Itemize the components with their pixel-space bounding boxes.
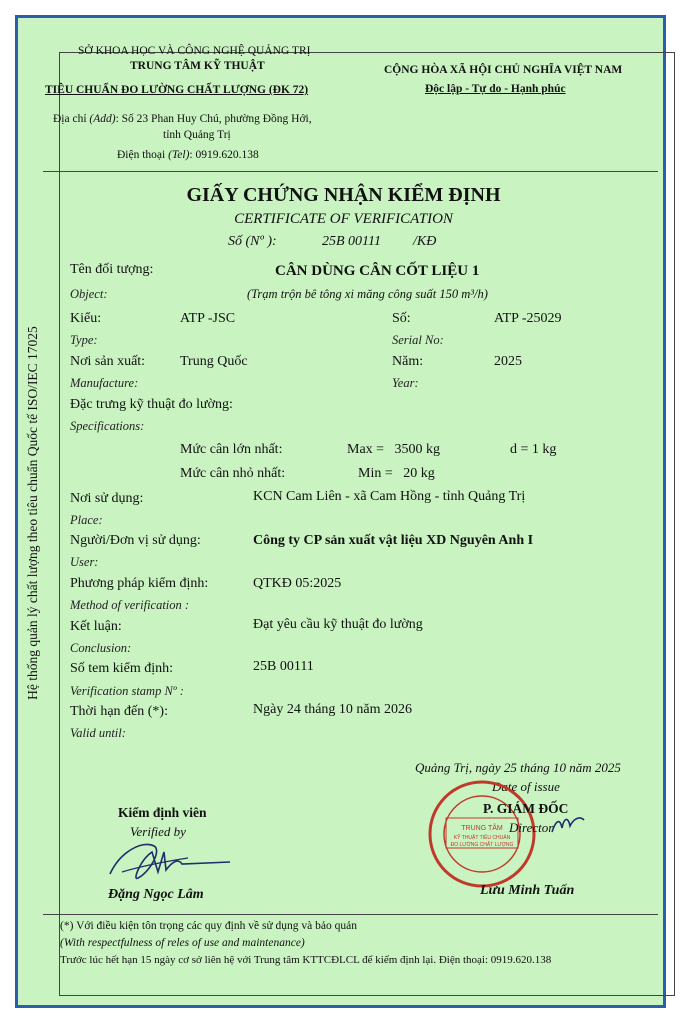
verifier-signature xyxy=(92,822,242,892)
svg-text:TRUNG TÂM: TRUNG TÂM xyxy=(461,825,503,832)
director-name: Lưu Minh Tuấn xyxy=(480,883,575,898)
place-value: KCN Cam Liên - xã Cam Hồng - tỉnh Quảng Trị xyxy=(253,489,526,504)
footer-line1: (*) Với điều kiện tôn trọng các quy định về sử dụng và bảo quản xyxy=(60,920,357,932)
header-center: TRUNG TÂM KỸ THUẬT xyxy=(130,60,265,72)
specs-label-en: Specifications: xyxy=(70,419,145,433)
object-label-en: Object: xyxy=(70,287,108,301)
valid-label-en: Valid until: xyxy=(70,726,126,740)
year-label-en: Year: xyxy=(392,376,419,390)
issue-date-en: Date of issue xyxy=(492,779,560,794)
valid-label: Thời hạn đến (*): xyxy=(70,704,168,719)
serial-label: Số: xyxy=(392,311,411,326)
footer-line3: Trước lúc hết hạn 15 ngày cơ sở liên hệ với Trung tâm KTTCĐLCL để kiểm định lại. Điện thoại: 0919.620.138 xyxy=(60,954,552,966)
certificate-number-suffix: /KĐ xyxy=(413,234,437,249)
specs-label: Đặc trưng kỹ thuật đo lường: xyxy=(70,397,233,412)
user-value: Công ty CP sản xuất vật liệu XD Nguyên Anh I xyxy=(253,533,534,548)
object-value: CÂN DÙNG CÂN CỐT LIỆU 1 xyxy=(275,263,480,279)
director-title-en: Director xyxy=(509,820,554,835)
max-label: Mức cân lớn nhất: xyxy=(180,442,283,457)
method-value: QTKĐ 05:2025 xyxy=(253,576,342,591)
certificate-number: 25B 00111 xyxy=(322,234,381,249)
year-value: 2025 xyxy=(494,354,522,369)
place-label: Nơi sử dụng: xyxy=(70,491,144,506)
side-iso-text: Hệ thống quản lý chất lượng theo tiêu chuẩn Quốc tế ISO/IEC 17025 xyxy=(25,326,40,700)
header-address: Địa chỉ (Add): Số 23 Phan Huy Chú, phường Đồng Hới, xyxy=(53,113,312,125)
type-label-en: Type: xyxy=(70,333,98,347)
user-label-en: User: xyxy=(70,555,99,569)
certificate-title-en: CERTIFICATE OF VERIFICATION xyxy=(234,211,453,227)
object-note: (Trạm trộn bê tông xi măng công suất 150 m³/h) xyxy=(247,287,488,301)
division-value: d = 1 kg xyxy=(510,442,557,457)
min-label: Mức cân nhỏ nhất: xyxy=(180,466,286,481)
conclusion-label-en: Conclusion: xyxy=(70,641,132,655)
min-value: Min = 20 kg xyxy=(358,466,435,481)
type-value: ATP -JSC xyxy=(180,311,236,326)
certificate-title: GIẤY CHỨNG NHẬN KIỂM ĐỊNH xyxy=(186,184,501,206)
serial-value: ATP -25029 xyxy=(494,311,562,326)
manufacture-label: Nơi sản xuất: xyxy=(70,354,146,369)
svg-text:ĐO LƯỜNG CHẤT LƯỢNG: ĐO LƯỜNG CHẤT LƯỢNG xyxy=(450,842,514,848)
director-title: P. GIÁM ĐỐC xyxy=(483,801,569,816)
manufacture-value: Trung Quốc xyxy=(180,354,248,369)
conclusion-label: Kết luận: xyxy=(70,619,122,634)
header-center2: TIÊU CHUẨN ĐO LƯỜNG CHẤT LƯỢNG (ĐK 72) xyxy=(45,84,309,96)
stamp-number-label-en: Verification stamp Nº : xyxy=(70,684,184,698)
verifier-title-en: Verified by xyxy=(130,824,186,839)
header-address2: tỉnh Quảng Trị xyxy=(163,129,231,141)
header-dept: SỞ KHOA HỌC VÀ CÔNG NGHỆ QUẢNG TRỊ xyxy=(78,45,311,57)
stamp-number-label: Số tem kiểm định: xyxy=(70,661,174,676)
method-label: Phương pháp kiểm định: xyxy=(70,576,209,591)
max-value: Max = 3500 kg xyxy=(347,442,441,457)
certificate-number-label: Số (Nº ): xyxy=(228,234,277,249)
header-republic: CỘNG HÒA XÃ HỘI CHỦ NGHĨA VIỆT NAM xyxy=(384,64,623,76)
object-label: Tên đối tượng: xyxy=(70,262,154,277)
year-label: Năm: xyxy=(392,354,424,369)
header-phone: Điện thoại (Tel): 0919.620.138 xyxy=(117,149,259,161)
verifier-name: Đặng Ngọc Lâm xyxy=(108,887,204,902)
header-divider xyxy=(43,171,658,172)
footer-line2: (With respectfulness of reles of use and maintenance) xyxy=(60,937,305,949)
header-motto: Độc lập - Tự do - Hạnh phúc xyxy=(425,83,566,95)
issue-date: Quảng Trị, ngày 25 tháng 10 năm 2025 xyxy=(415,760,621,775)
manufacture-label-en: Manufacture: xyxy=(70,376,139,390)
stamp-number-value: 25B 00111 xyxy=(253,659,314,674)
director-signature xyxy=(548,812,588,838)
svg-text:KỸ THUẬT TIÊU CHUẨN: KỸ THUẬT TIÊU CHUẨN xyxy=(453,835,511,841)
valid-value: Ngày 24 tháng 10 năm 2026 xyxy=(253,702,413,717)
serial-label-en: Serial No: xyxy=(392,333,444,347)
footer-divider xyxy=(43,914,658,915)
place-label-en: Place: xyxy=(70,513,103,527)
type-label: Kiểu: xyxy=(70,311,102,326)
conclusion-value: Đạt yêu cầu kỹ thuật đo lường xyxy=(253,617,423,632)
verifier-title: Kiểm định viên xyxy=(118,805,207,820)
method-label-en: Method of verification : xyxy=(70,598,190,612)
user-label: Người/Đơn vị sử dụng: xyxy=(70,533,201,548)
